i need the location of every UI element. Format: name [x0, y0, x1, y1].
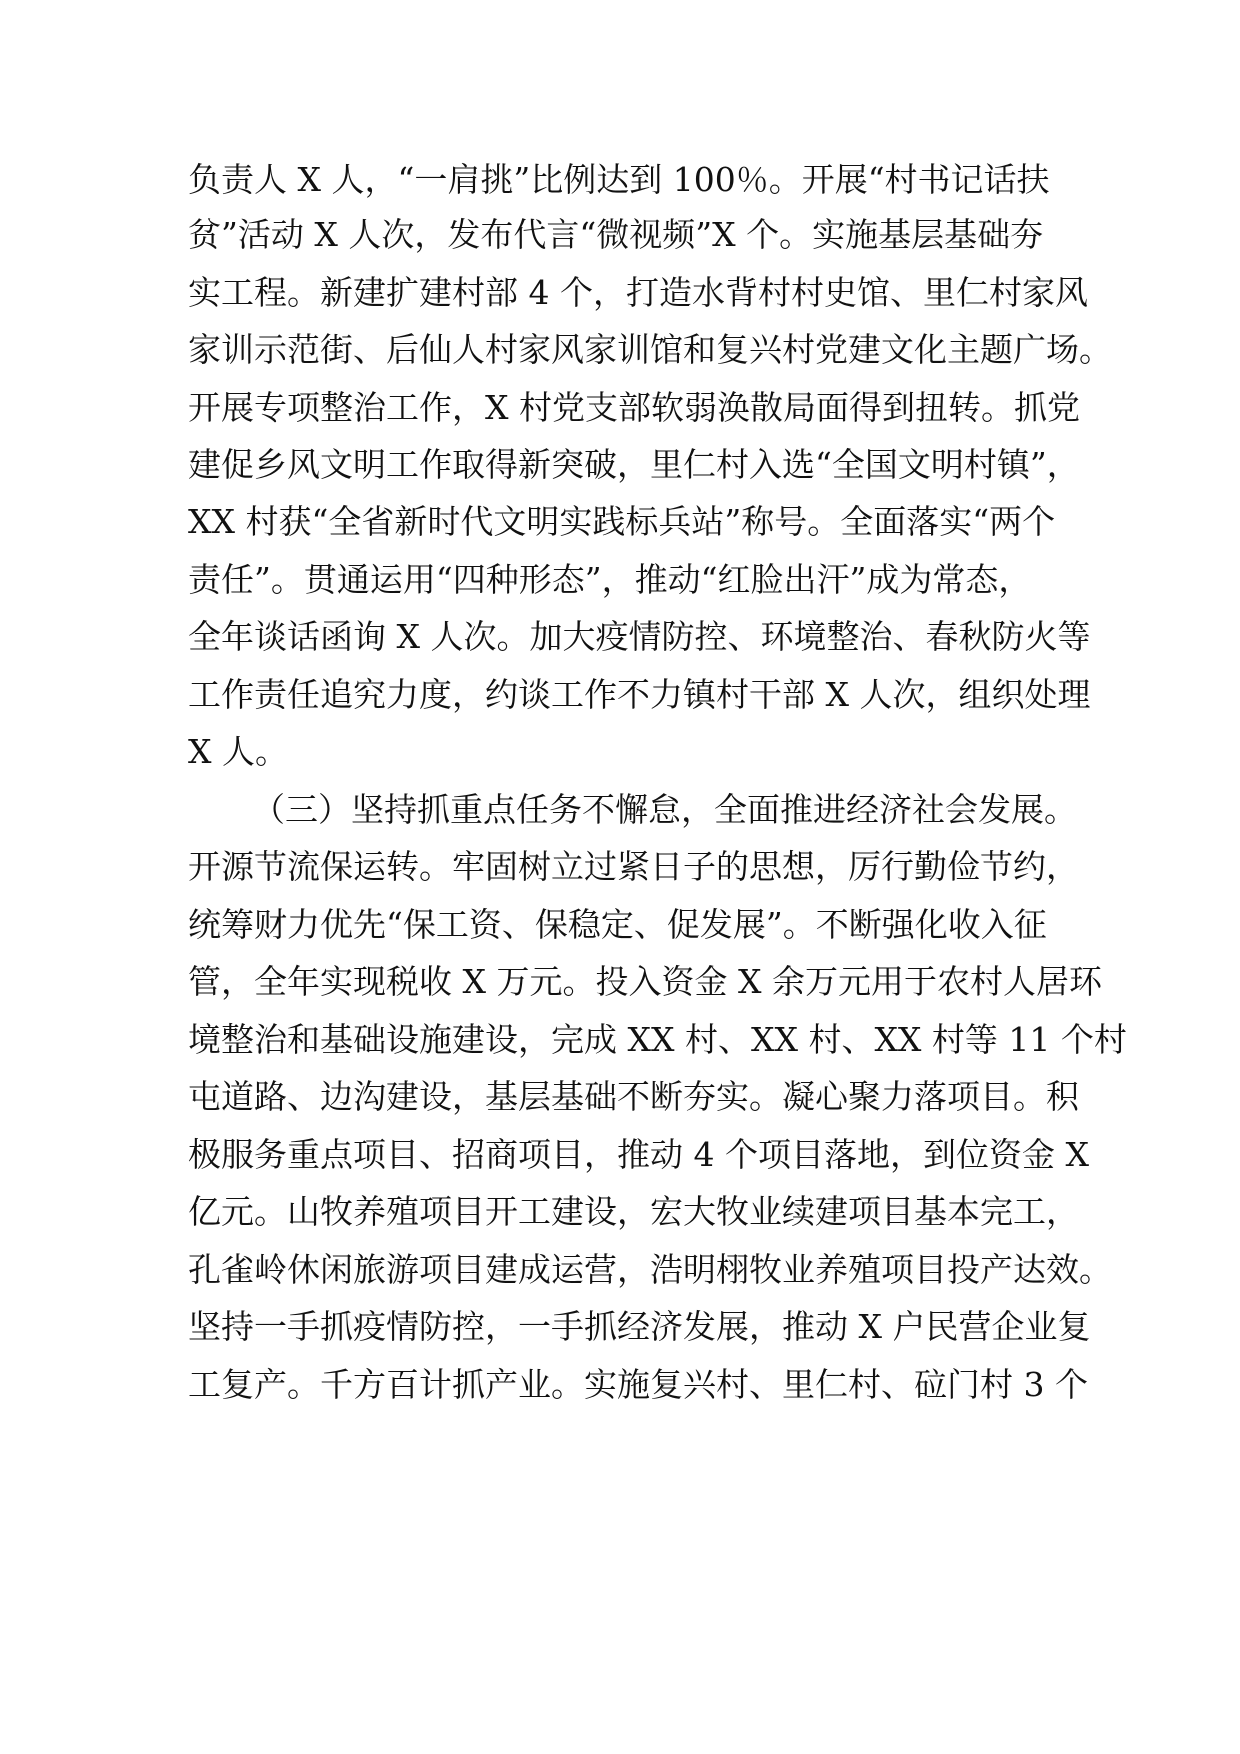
text-line: 责任”。贯通运用“四种形态”，推动“红脸出汗”成为常态，: [188, 560, 1032, 599]
section-heading: （三）坚持抓重点任务不懈怠，全面推进经济社会发展。: [252, 790, 1077, 829]
text-line: 亿元。山牧养殖项目开工建设，宏大牧业续建项目基本完工，: [188, 1192, 1079, 1231]
text-line: 屯道路、边沟建设，基层基础不断夯实。凝心聚力落项目。积: [188, 1077, 1079, 1116]
text-line: 建促乡风文明工作取得新突破，里仁村入选“全国文明村镇”，: [188, 445, 1080, 484]
text-line: 境整治和基础设施建设，完成 XX 村、XX 村、XX 村等 11 个村: [188, 1020, 1127, 1059]
text-line: 全年谈话函询 X 人次。加大疫情防控、环境整治、春秋防火等: [188, 617, 1091, 656]
text-line: 实工程。新建扩建村部 4 个，打造水背村村史馆、里仁村家风: [188, 273, 1088, 312]
text-line: XX 村获“全省新时代文明实践标兵站”称号。全面落实“两个: [188, 502, 1056, 541]
text-line: 管，全年实现税收 X 万元。投入资金 X 余万元用于农村人居环: [188, 962, 1102, 1001]
text-line: 孔雀岭休闲旅游项目建成运营，浩明栩牧业养殖项目投产达效。: [188, 1250, 1112, 1289]
text-line: 统筹财力优先“保工资、保稳定、促发展”。不断强化收入征: [188, 905, 1047, 944]
text-line: 家训示范街、后仙人村家风家训馆和复兴村党建文化主题广场。: [188, 330, 1112, 369]
text-line: 贫”活动 X 人次，发布代言“微视频”X 个。实施基层基础夯: [188, 215, 1044, 254]
text-line: 极服务重点项目、招商项目，推动 4 个项目落地，到位资金 X: [188, 1135, 1089, 1174]
text-line: 工复产。千方百计抓产业。实施复兴村、里仁村、砬门村 3 个: [188, 1365, 1088, 1404]
text-line: 负责人 X 人，“一肩挑”比例达到 100％。开展“村书记话扶: [188, 160, 1050, 199]
text-line: X 人。: [188, 732, 288, 771]
text-line: 开源节流保运转。牢固树立过紧日子的思想，厉行勤俭节约，: [188, 847, 1079, 886]
text-line: 开展专项整治工作，X 村党支部软弱涣散局面得到扭转。抓党: [188, 388, 1080, 427]
text-line: 坚持一手抓疫情防控，一手抓经济发展，推动 X 户民营企业复: [188, 1307, 1091, 1346]
text-line: 工作责任追究力度，约谈工作不力镇村干部 X 人次，组织处理: [188, 675, 1091, 714]
